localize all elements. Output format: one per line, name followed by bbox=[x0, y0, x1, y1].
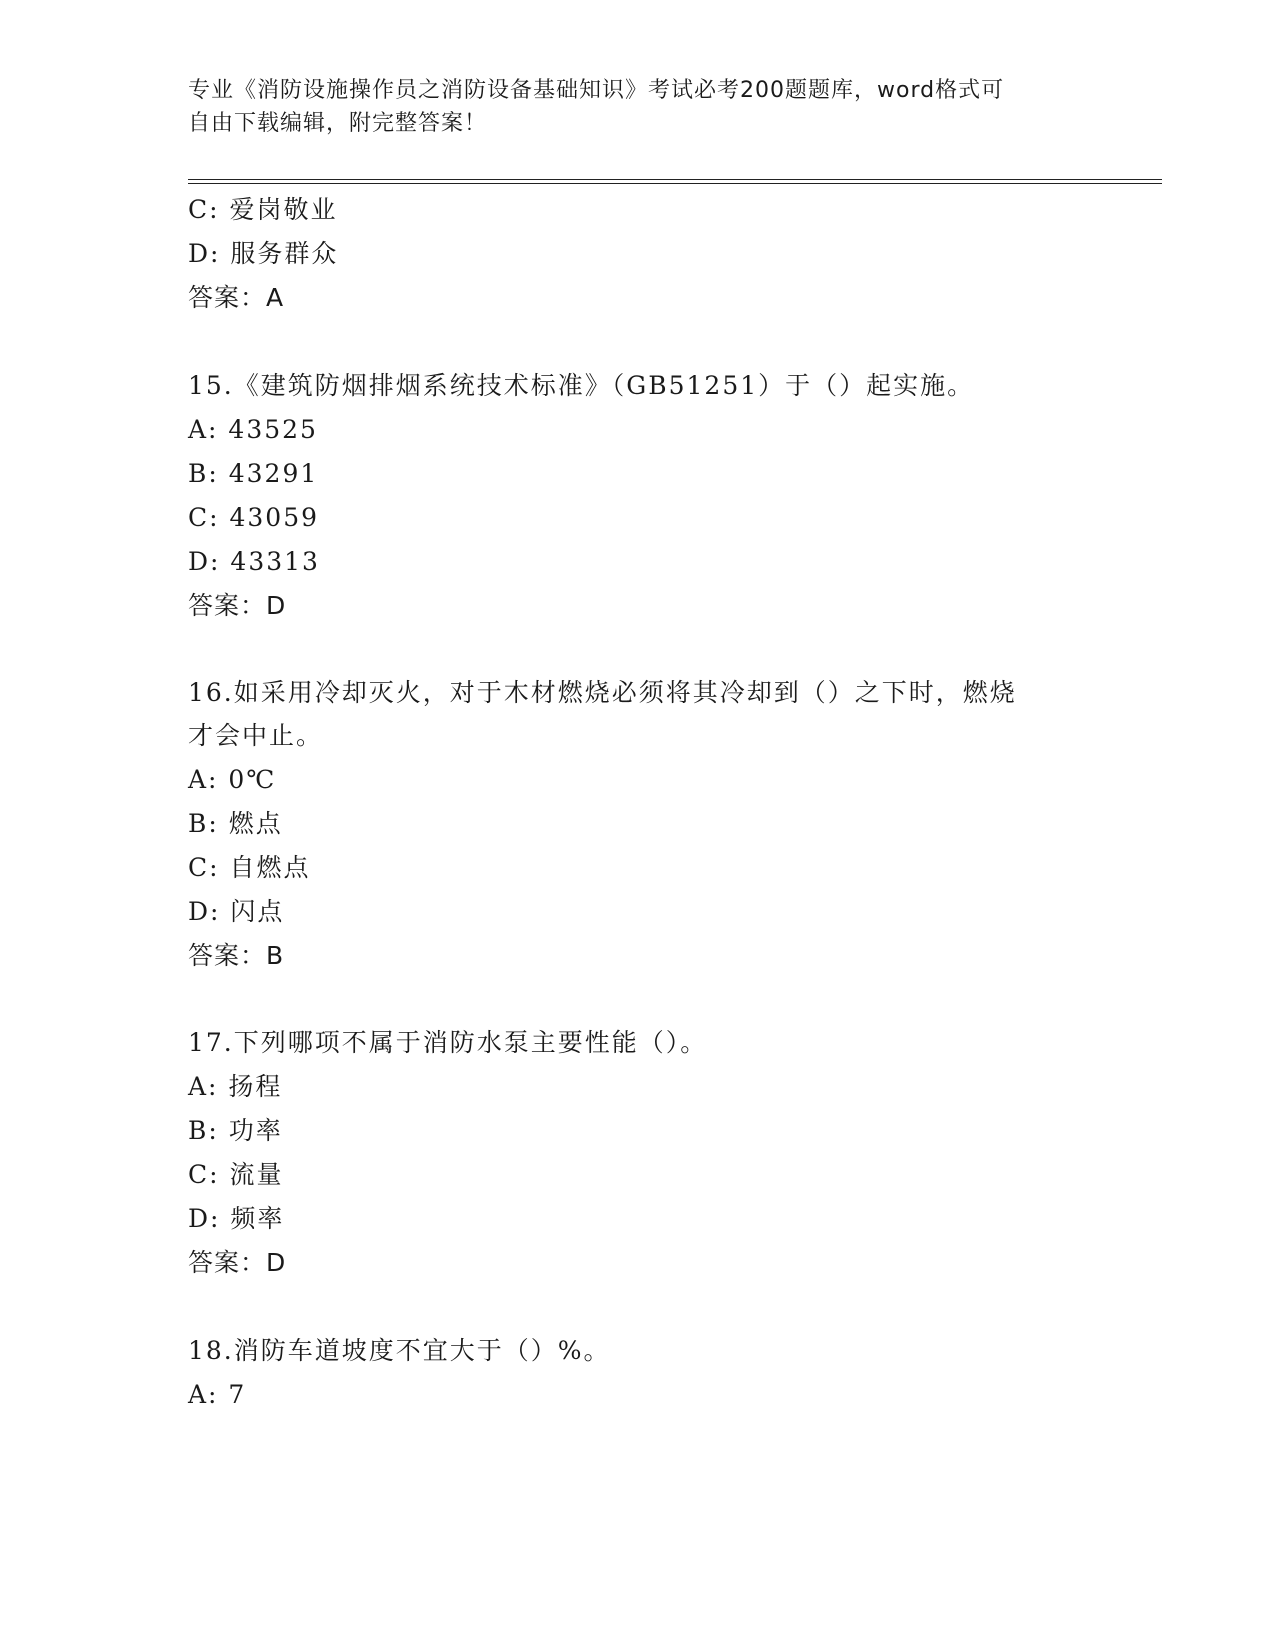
header-divider-top bbox=[188, 179, 1162, 180]
header-title-line1: 专业《消防设施操作员之消防设备基础知识》考试必考200题题库，word格式可 bbox=[188, 78, 1005, 103]
q17-answer: 答案：D bbox=[188, 1248, 287, 1277]
q16-option-b: B: 燃点 bbox=[188, 809, 283, 838]
q17-question: 17.下列哪项不属于消防水泵主要性能（）。 bbox=[188, 1028, 708, 1057]
q14-option-d: D: 服务群众 bbox=[188, 239, 339, 268]
header-title-line2: 自由下载编辑，附完整答案！ bbox=[188, 111, 488, 136]
q16-option-d: D: 闪点 bbox=[188, 897, 285, 926]
q17-option-b: B: 功率 bbox=[188, 1116, 283, 1145]
q14-answer: 答案：A bbox=[188, 283, 285, 312]
q16-question-line2: 才会中止。 bbox=[188, 721, 324, 750]
q14-option-c: C: 爱岗敬业 bbox=[188, 195, 338, 224]
q18-option-a: A: 7 bbox=[188, 1380, 247, 1409]
q16-option-c: C: 自燃点 bbox=[188, 853, 311, 882]
q15-option-b: B: 43291 bbox=[188, 459, 319, 488]
q16-option-a: A: 0℃ bbox=[188, 765, 277, 794]
q15-question: 15.《建筑防烟排烟系统技术标准》（GB51251）于（）起实施。 bbox=[188, 371, 975, 400]
q15-option-a: A: 43525 bbox=[188, 415, 318, 444]
q16-answer: 答案：B bbox=[188, 941, 285, 970]
q17-option-c: C: 流量 bbox=[188, 1160, 284, 1189]
q15-option-c: C: 43059 bbox=[188, 503, 320, 532]
q17-option-d: D: 频率 bbox=[188, 1204, 285, 1233]
document-header bbox=[188, 74, 1088, 140]
header-divider-bottom bbox=[188, 183, 1162, 184]
q15-answer: 答案：D bbox=[188, 591, 287, 620]
q17-option-a: A: 扬程 bbox=[188, 1072, 283, 1101]
q16-question-line1: 16.如采用冷却灭火，对于木材燃烧必须将其冷却到（）之下时，燃烧 bbox=[188, 678, 1017, 707]
q15-option-d: D: 43313 bbox=[188, 547, 320, 576]
q18-question: 18.消防车道坡度不宜大于（）%。 bbox=[188, 1336, 611, 1365]
